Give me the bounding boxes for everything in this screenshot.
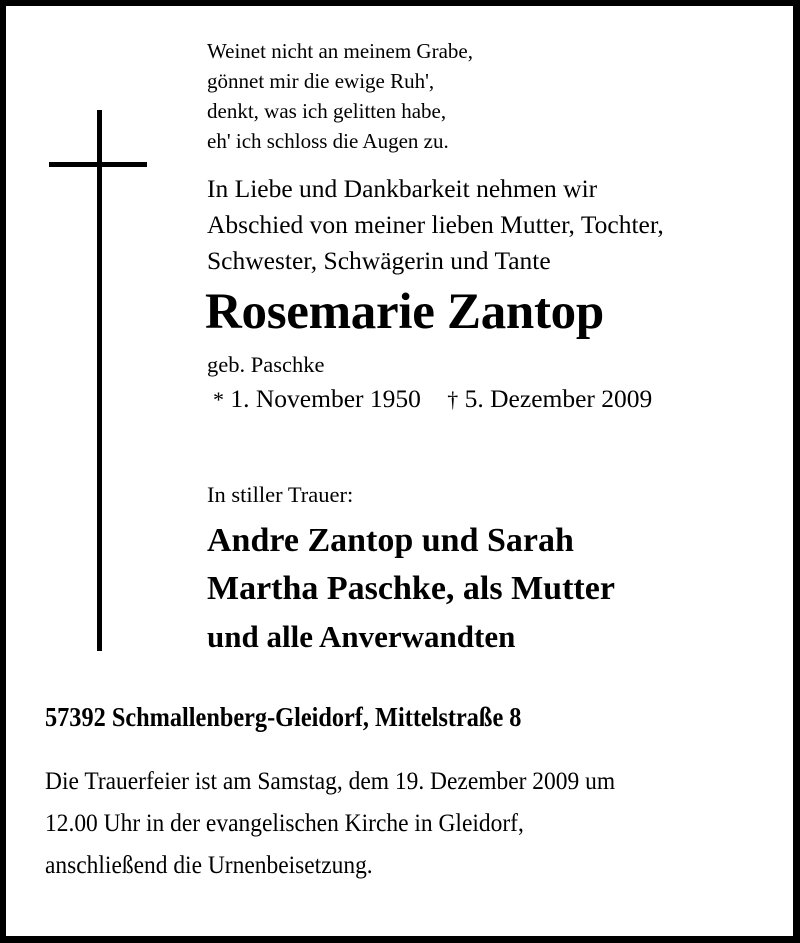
funeral-service-info <box>45 760 615 886</box>
poem-line: eh' ich schloss die Augen zu. <box>207 129 449 153</box>
deceased-name: Rosemarie Zantop <box>205 284 604 340</box>
cross-horizontal-bar <box>49 162 147 167</box>
intro-line: Schwester, Schwägerin und Tante <box>207 246 551 275</box>
mourner-line: Andre Zantop und Sarah <box>207 522 574 559</box>
mourners-list <box>207 517 615 661</box>
intro-line: Abschied von meiner lieben Mutter, Tochter, <box>207 210 664 239</box>
life-dates <box>213 382 652 417</box>
birth-date: 1. November 1950 <box>230 384 421 413</box>
poem-line: Weinet nicht an meinem Grabe, <box>207 39 473 63</box>
poem-line: gönnet mir die ewige Ruh', <box>207 69 435 93</box>
service-line: Die Trauerfeier ist am Samstag, dem 19. Dezember 2009 um <box>45 766 616 795</box>
mourner-line: Martha Paschke, als Mutter <box>207 570 615 607</box>
family-address: 57392 Schmallenberg-Gleidorf, Mittelstraße 8 <box>45 702 522 732</box>
service-line: anschließend die Urnenbeisetzung. <box>45 850 373 879</box>
maiden-name: geb. Paschke <box>207 352 325 377</box>
mourners-label: In stiller Trauer: <box>207 482 354 507</box>
intro-line: In Liebe und Dankbarkeit nehmen wir <box>207 174 598 203</box>
poem-line: denkt, was ich gelitten habe, <box>207 99 447 123</box>
mourner-line: und alle Anverwandten <box>207 619 516 654</box>
birth-star-icon: * <box>213 387 224 412</box>
death-date: 5. Dezember 2009 <box>464 384 653 413</box>
death-dagger-icon: † <box>447 387 459 412</box>
poem-verse <box>207 36 473 156</box>
service-line: 12.00 Uhr in der evangelischen Kirche in Gleidorf, <box>45 808 524 837</box>
cross-vertical-bar <box>97 110 102 651</box>
intro-text <box>207 171 664 279</box>
